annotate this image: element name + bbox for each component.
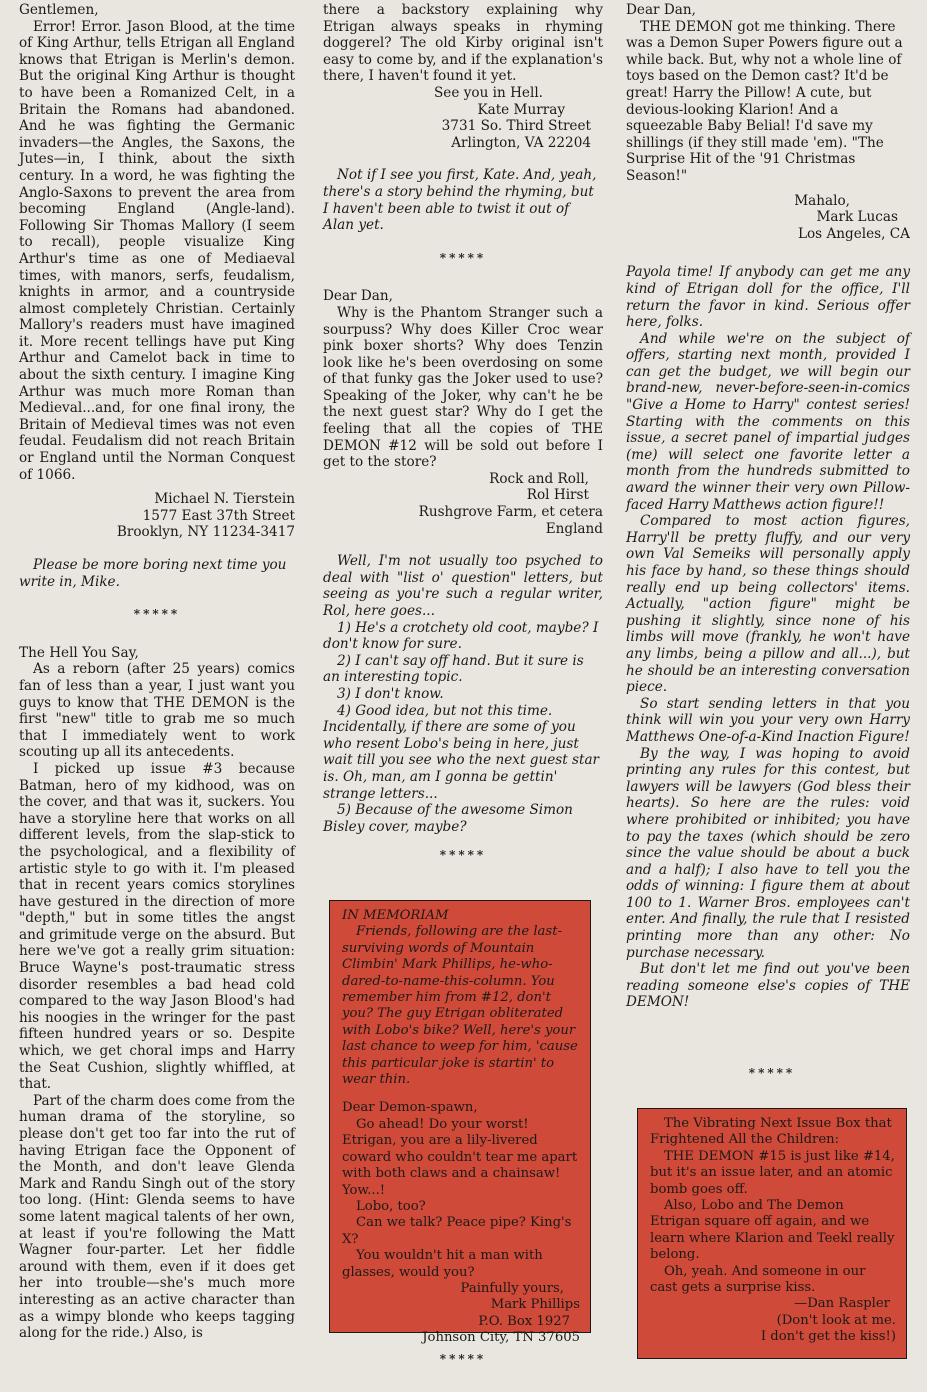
letter-salutation: Dear Dan, bbox=[323, 288, 393, 305]
signature-name: Mark Phillips bbox=[490, 1297, 580, 1313]
letter-salutation: The Hell You Say, bbox=[19, 644, 139, 661]
signature-name: Rol Hirst bbox=[526, 487, 589, 504]
editor-reply: And while we're on the subject of offers, starting next month, provided I can get the budget, we will begin our brand-new, never-before-seen-in-comics "Give a Home to Harry" contest series! Starting with the comments on this issue, a secret panel of impartial judges (me) will select one favorite letter a month from the hundreds submitted to award the winner their very own Pillow-faced Harry Matthews action figure!! bbox=[626, 330, 910, 513]
signature-note: I don't get the kiss!) bbox=[760, 1329, 896, 1345]
letter-column-1 bbox=[19, 2, 295, 1342]
letter-paragraph: You wouldn't hit a man with glasses, would you? bbox=[342, 1248, 543, 1280]
letter-body: Why is the Phantom Stranger such a sourpuss? Why does Killer Croc wear pink boxer shorts? Why does Tenzin look like he's been overdosing on some of that funky gas the Joker used to use? Speaking of the Joker, why can't he be the next guest star? Why do I get the feeling that all the copies of THE DEMON #12 will be sold out before I get to the store? bbox=[323, 304, 603, 471]
editor-reply-answer: 3) I don't know. bbox=[337, 685, 444, 702]
box-title: IN MEMORIAM bbox=[342, 908, 449, 923]
letter-body: Error! Error. Jason Blood, at the time of King Arthur, tells Etrigan all England knows that Etrigan is Merlin's demon. But the original King Arthur is thought to have been a Romanized Celt, in a Britain the Romans had abandoned. And he was fighting the Germanic invaders—the Angles, the Saxons, the Jutes—in, I think, about the sixth century. In a word, he was fighting the Anglo-Saxons to prevent the area from becoming England (Angle-land). Following Sir Thomas Mallory (I seem to recall), people visualize King Arthur's time as one of Mediaeval times, with manors, serfs, feudalism, knights in armor, and a countryside almost completely Christian. Certainly Mallory's readers must have imagined it. More recent tellings have put King Arthur and Camelot back in time to about the sixth century. I imagine King Arthur was much more Roman than Medieval...and, for one final irony, the Britain of Medieval times was not even feudal. Feudalism did not reach Britain or England until the Norman Conquest of 1066. bbox=[19, 18, 295, 483]
box-title: The Vibrating Next Issue Box that Frightened All the Children: bbox=[650, 1116, 892, 1148]
letter-column-2 bbox=[323, 2, 603, 864]
box-paragraph: Oh, yeah. And someone in our cast gets a surprise kiss. bbox=[650, 1263, 866, 1296]
editor-reply-answer: 5) Because of the awesome Simon Bisley cover, maybe? bbox=[323, 802, 573, 835]
editor-reply: So start sending letters in that you think will win you your very own Harry Matthews One-of-a-Kind Inaction Figure! bbox=[626, 695, 910, 745]
box-paragraph: THE DEMON #15 is just like #14, but it's an issue later, and an atomic bomb goes off. bbox=[650, 1148, 895, 1197]
signature-address: England bbox=[545, 520, 603, 537]
signature-address: Rushgrove Farm, et cetera bbox=[418, 504, 603, 521]
editor-reply: Payola time! If anybody can get me any kind of Etrigan doll for the office, I'll return the favor in kind. Serious offer here, folks. bbox=[626, 264, 910, 331]
letter-paragraph: Go ahead! Do your worst! Etrigan, you are a lily-livered coward who couldn't tear me apart with both claws and a chainsaw! Yow...! bbox=[342, 1116, 578, 1198]
letter-paragraph: Part of the charm does come from the human drama of the storyline, so please don't get too far into the rut of having Etrigan face the Opponent of the Month, and don't leave Glenda Mark and Randu Singh out of the story too long. (Hint: Glenda seems to have some latent magical talents of her own, at least if you're following the Matt Wagner four-parter. Let her fiddle around with them, even if it does get her into trouble—she's much more interesting as an active character than as a wimpy blonde who keeps tagging along for the ride.) Also, is bbox=[19, 1092, 295, 1342]
box-intro: Friends, following are the last-surviving words of Mountain Climbin' Mark Phillips, he-who-dared-to-name-this-column. You remember him from #12, don't you? The guy Etrigan obliterated with Lobo's bike? Well, here's your last chance to weep for him, 'cause this particular joke is startin' to wear thin. bbox=[342, 924, 578, 1088]
letter-body: THE DEMON got me thinking. There was a Demon Super Powers figure out a while back. But, why not a whole line of toys based on the Demon cast? It'd be great! Harry the Pillow! A cute, but devious-looking Klarion! And a squeezable Baby Belial! I'd save my shillings (if they still made 'em). "The Surprise Hit of the '91 Christmas Season!" bbox=[626, 18, 903, 184]
letter-salutation: Dear Dan, bbox=[626, 2, 696, 18]
editor-reply: Please be more boring next time you write in, Mike. bbox=[19, 557, 287, 590]
letter-paragraph: Can we talk? Peace pipe? King's X? bbox=[342, 1215, 572, 1247]
signature-close: See you in Hell. bbox=[433, 84, 543, 101]
signature-address: Johnson City, TN 37605 bbox=[422, 1330, 580, 1346]
letter-salutation: Dear Demon-spawn, bbox=[342, 1100, 478, 1116]
letter-paragraph: As a reborn (after 25 years) comics fan of less than a year, I just want you guys to know that THE DEMON is the first "new" title to grab me so much that I immediately went to work scouting up all its antecedents. bbox=[19, 661, 295, 761]
editor-reply: Not if I see you first, Kate. And, yeah, there's a story behind the rhyming, but I haven't been able to twist it out of Alan yet. bbox=[323, 167, 597, 234]
editor-reply: By the way, I was hoping to avoid printing any rules for this contest, but lawyers will be lawyers (God bless their hearts). So here are the rules: void where prohibited or inhibited; you have to pay the taxes (which should be zero since the value should be about a buck and a half); I also have to tell you the odds of winning: I figure them at about 100 to 1. Warner Bros. employees can't enter. And finally, the rule that I resisted printing more than any other: No purchase necessary. bbox=[626, 745, 910, 961]
editor-reply: Compared to most action figures, Harry'll be pretty fluffy, and our very own Val Semeiks will personally apply his face by hand, so these things should really end up being collectors' items. Actually, "action figure" might be pushing it slightly, since none of his limbs will move (frankly, he won't have any limbs, being a pillow and all...), but he should be an interesting conversation piece. bbox=[626, 513, 910, 696]
editor-reply-answer: 1) He's a crotchety old coot, maybe? I don't know for sure. bbox=[323, 619, 599, 653]
editor-reply-answer: 4) Good idea, but not this time. Incidentally, if there are some of you who resent Lobo's being in here, just wait till you see who the next guest star is. Oh, man, am I gonna be gettin' strange letters... bbox=[323, 702, 600, 802]
editor-reply: But don't let me find out you've been reading someone else's copies of THE DEMON! bbox=[626, 961, 910, 1011]
section-separator: ***** bbox=[748, 1066, 796, 1080]
signature-name: Michael N. Tierstein bbox=[154, 491, 295, 508]
signature-name: Mark Lucas bbox=[816, 209, 898, 226]
editor-reply-answer: 2) I can't say off hand. But it sure is an interesting topic. bbox=[323, 652, 584, 686]
letter-paragraph: I picked up issue #3 because Batman, hero of my kidhood, was on the cover, and that was it, suckers. You have a storyline here that works on all different levels, from the slap-stick to the psychological, and a flexibility of artistic style to go with it. I'm pleased that in recent years comics storylines have gestured in the direction of more "depth," but in some titles the angst and grimitude verge on the absurd. But here we've got a really grim situation: Bruce Wayne's post-traumatic stress disorder resembles a bad head cold compared to the way Jason Blood's had his noogies in the wringer for the past fifteen hundred years or so. Despite which, we get choral imps and Harry the Seat Cushion, slightly whiffled, at that. bbox=[19, 760, 295, 1093]
signature-address: Arlington, VA 22204 bbox=[451, 134, 591, 151]
letter-paragraph: Lobo, too? bbox=[356, 1198, 426, 1214]
letter-salutation: Gentlemen, bbox=[19, 2, 99, 18]
section-separator: ***** bbox=[439, 848, 487, 863]
signature-close: Rock and Roll, bbox=[489, 470, 589, 487]
box-paragraph: Also, Lobo and The Demon Etrigan square off again, and we learn where Klarion and Teekl really belong. bbox=[650, 1198, 895, 1263]
next-issue-box bbox=[637, 1108, 907, 1359]
section-separator: ***** bbox=[439, 1352, 487, 1366]
signature-note: (Don't look at me. bbox=[776, 1312, 896, 1328]
editor-reply: Well, I'm not usually too psyched to deal with "list o' question" letters, but seeing as you're such a regular writer, Rol, here goes... bbox=[323, 553, 603, 619]
signature-address: 1577 East 37th Street bbox=[142, 507, 295, 524]
section-separator: ***** bbox=[133, 607, 181, 622]
signature-address: Brooklyn, NY 11234-3417 bbox=[116, 524, 295, 541]
letter-column-3 bbox=[626, 2, 910, 1011]
signature-address: Los Angeles, CA bbox=[797, 225, 910, 242]
signature-address: 3731 So. Third Street bbox=[441, 118, 591, 135]
signature-close: Mahalo, bbox=[794, 192, 850, 209]
signature-close: Painfully yours, bbox=[460, 1280, 564, 1296]
signature-name: —Dan Raspler bbox=[794, 1296, 890, 1312]
signature-name: Kate Murray bbox=[477, 101, 565, 118]
letter-continuation: there a backstory explaining why Etrigan always speaks in rhyming doggerel? The old Kirby original isn't easy to come by, and if the explanation's there, I haven't found it yet. bbox=[323, 2, 603, 85]
signature-address: P.O. Box 1927 bbox=[478, 1313, 570, 1329]
in-memoriam-box bbox=[329, 900, 591, 1346]
section-separator: ***** bbox=[439, 250, 487, 265]
